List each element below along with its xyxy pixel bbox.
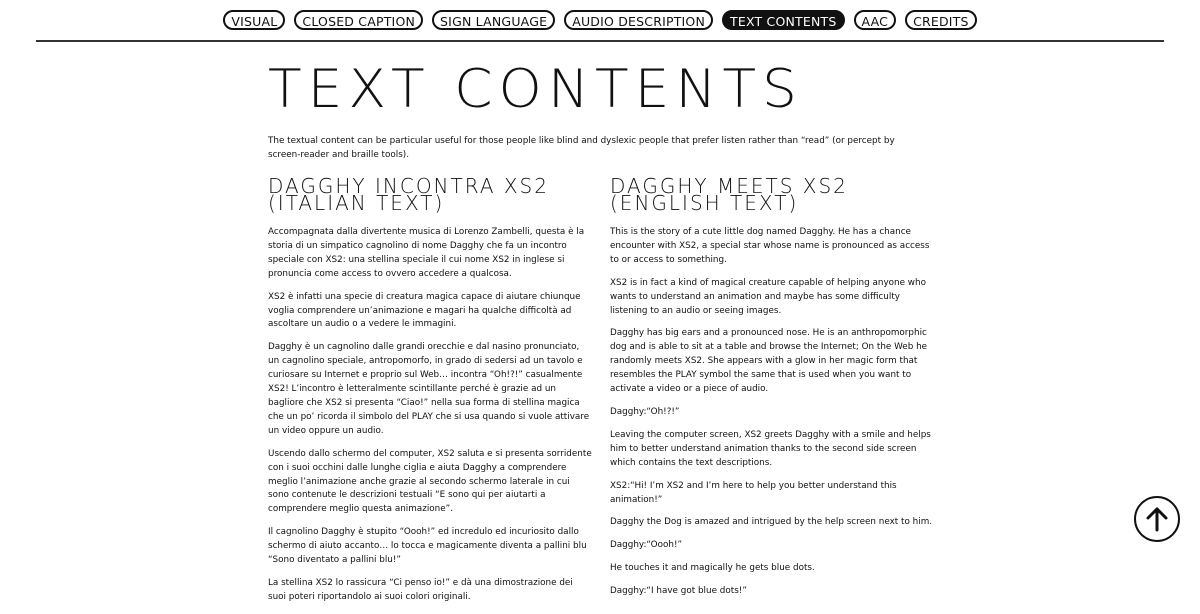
nav-visual[interactable]: VISUAL [223, 10, 285, 30]
english-paragraph: XS2:“Hi! I’m XS2 and I’m here to help you better understand this animation!” [610, 480, 897, 505]
page-title: TEXT CONTENTS [268, 58, 803, 120]
english-text-column [610, 174, 935, 608]
english-paragraph: XS2 is in fact a kind of magical creature capable of helping anyone who wants to understand an animation and maybe has some difficulty listening to an audio or seeing images. [610, 277, 926, 316]
english-paragraph: Dagghy:“Oooh!” [610, 540, 683, 551]
intro-text: The textual content can be particular useful for those people like blind and dyslexic people that prefer listen rather than “read” (or percept by screen-reader and braille tools). [268, 136, 895, 160]
section-nav [0, 10, 1200, 30]
italian-paragraph: Uscendo dallo schermo del computer, XS2 saluta e si presenta sorridente con i suoi occhini dalle lunghe ciglia e aiuta Dagghy a comprendere meglio l’animazione anche grazie al secondo schermo laterale in cui sono contenute le descrizioni testuali “E sono qui per aiutarti a comprendere meglio questa animazione”. [268, 448, 592, 515]
nav-audio-description[interactable]: AUDIO DESCRIPTION [564, 10, 713, 30]
english-heading [610, 174, 935, 215]
arrow-up-icon [1144, 506, 1170, 532]
italian-text-column [268, 174, 593, 614]
nav-text-contents[interactable]: TEXT CONTENTS [722, 10, 844, 30]
italian-paragraph: Il cagnolino Dagghy è stupito “Oooh!” ed incredulo ed incuriosito dallo schermo di aiuto accanto… lo tocca e magicamente diventa a pallini blu “Sono diventato a pallini blu!” [268, 527, 587, 566]
english-paragraph: This is the story of a cute little dog named Dagghy. He has a chance encounter with XS2, a special star whose name is pronounced as access to or access to something. [610, 227, 930, 265]
italian-heading-line1: DAGGHY INCONTRA XS2 [268, 174, 549, 198]
italian-paragraph: Accompagnata dalla divertente musica di Lorenzo Zambelli, questa è la storia di un simpatico cagnolino di nome Dagghy che fa un incontro speciale con XS2: una stellina speciale il cui nome XS2 in inglese si pronuncia come access to ovvero accedere a qualcosa. [268, 227, 585, 279]
nav-closed-caption[interactable]: CLOSED CAPTION [294, 10, 423, 30]
nav-credits[interactable]: CREDITS [905, 10, 977, 30]
italian-heading-line2: (ITALIAN TEXT) [268, 191, 445, 215]
italian-heading [268, 174, 593, 215]
english-paragraph: Dagghy:“I have got blue dots!” [610, 586, 747, 597]
header-divider [36, 40, 1164, 42]
english-heading-line1: DAGGHY MEETS XS2 [610, 174, 848, 198]
italian-paragraph: La stellina XS2 lo rassicura “Ci penso io!” e dà una dimostrazione dei suoi poteri riportandolo ai suoi colori originali. [268, 577, 573, 602]
italian-paragraph: XS2 è infatti una specie di creatura magica capace di aiutare chiunque voglia comprendere un’animazione e magari ha qualche difficoltà ad ascoltare un audio o a vedere le immagini. [268, 291, 581, 330]
back-to-top-button[interactable] [1134, 496, 1180, 542]
english-paragraph: Leaving the computer screen, XS2 greets Dagghy with a smile and helps him to better understand animation thanks to the second side screen which contains the text descriptions. [610, 429, 931, 468]
nav-sign-language[interactable]: SIGN LANGUAGE [432, 10, 555, 30]
english-paragraph: Dagghy:“Oh!?!” [610, 406, 680, 417]
english-heading-line2: (ENGLISH TEXT) [610, 191, 799, 215]
italian-paragraph: Dagghy è un cagnolino dalle grandi orecchie e dal nasino pronunciato, un cagnolino speciale, antropomorfo, in grado di sedersi ad un tavolo e curiosare su Internet e proprio sul Web… incontra “Oh!?!” casualmente XS2! L’incontro è letteralmente scintillante perché è grazie ad un bagliore che XS2 si presenta “Ciao!” nella sua forma di stellina magica che un po’ ricorda il simbolo del PLAY che si usa quando si vuole attivare un video oppure un audio. [268, 342, 590, 436]
english-paragraph: Dagghy the Dog is amazed and intrigued by the help screen next to him. [610, 517, 933, 528]
english-paragraph: He touches it and magically he gets blue dots. [610, 563, 815, 574]
english-paragraph: Dagghy has big ears and a pronounced nose. He is an anthropomorphic dog and is able to sit at a table and browse the Internet; On the Web he randomly meets XS2. She appears with a glow in her magic form that resembles the PLAY symbol the same that is used when you want to activate a video or a piece of audio. [610, 328, 928, 395]
nav-aac[interactable]: AAC [854, 10, 897, 30]
